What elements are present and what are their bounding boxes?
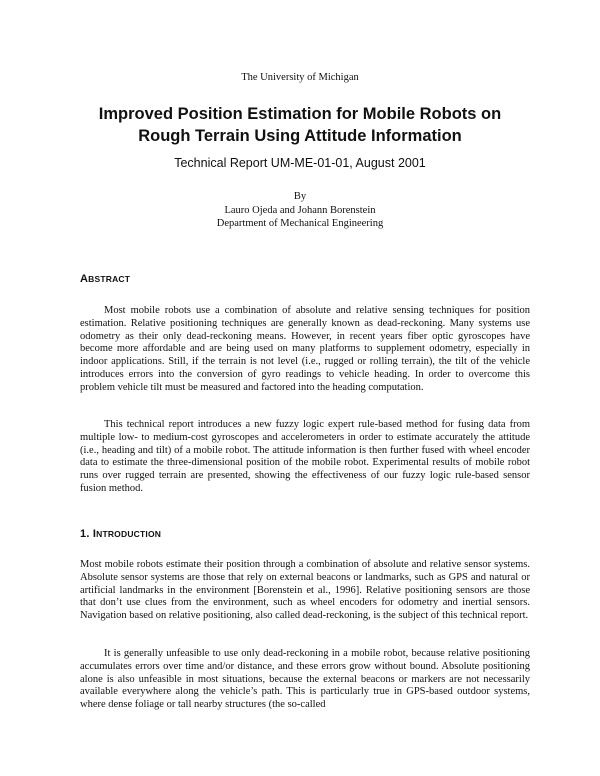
introduction-heading <box>80 527 161 541</box>
introduction-heading-number: 1. <box>80 528 93 540</box>
abstract-paragraph-1: Most mobile robots use a combination of absolute and relative sensing techniques for position estimation. Relative positioning techniques are generally known as dead-reckoning. Many systems use odometry as their only dead-reckoning means. However, in recent years fiber optic gyroscopes have become more affordable and are being used on many platforms to supplement odometry, especially in indoor applications. Still, if the terrain is not level (i.e., rugged or rolling terrain), the tilt of the vehicle introduces errors into the conversion of gyro readings to vehicle heading. In order to overcome this problem vehicle tilt must be measured and factored into the heading computation. <box>80 305 530 393</box>
abstract-heading-rest: BSTRACT <box>88 274 131 284</box>
introduction-heading-initial: I <box>92 528 97 540</box>
abstract-paragraph-2: This technical report introduces a new fuzzy logic expert rule-based method for fusing data from multiple low- to medium-cost gyroscopes and accelerometers in order to estimate accurately the attitude (i.e., heading and tilt) of a mobile robot. The attitude information is then further fused with wheel encoder data to estimate the three-dimensional position of the mobile robot. Experimental results of mobile robot runs over rugged terrain are presented, showing the effectiveness of our fuzzy logic rule-based sensor fusion method. <box>80 419 530 494</box>
paper-title <box>40 103 560 147</box>
report-number: Technical Report UM-ME-01-01, August 2001 <box>174 156 426 170</box>
byline <box>0 190 600 231</box>
paper-title-line-2: Rough Terrain Using Attitude Information <box>138 127 462 145</box>
introduction-heading-rest: NTRODUCTION <box>96 529 162 539</box>
by-label: By <box>293 191 307 202</box>
introduction-paragraph-1: Most mobile robots estimate their position through a combination of absolute and relative sensor systems. Absolute sensor systems are those that rely on external beacons or landmarks, such as GPS and natural or artificial landmarks in the environment [Borenstein et al., 1996]. Relative positioning sensors are those that don’t use clues from the environment, such as wheel encoders for odometry and inertial sensors. Navigation based on relative positioning, also called dead-reckoning, is the subject of this technical report. <box>80 559 530 621</box>
abstract-heading <box>80 272 130 286</box>
department: Department of Mechanical Engineering <box>216 218 384 229</box>
affiliation: The University of Michigan <box>241 72 359 83</box>
paper-title-line-1: Improved Position Estimation for Mobile Robots on <box>98 105 502 123</box>
introduction-paragraph-2: It is generally unfeasible to use only dead-reckoning in a mobile robot, because relative positioning accumulates errors over time and/or distance, and these errors grow without bound. Absolute positioning alone is also unfeasible in most situations, because the external beacons or markers are not necessarily available everywhere along the vehicle’s path. This is particularly true in GPS-based outdoor systems, where dense foliage or tall nearby structures (the so-called <box>80 648 530 710</box>
abstract-heading-initial: A <box>80 273 89 285</box>
authors: Lauro Ojeda and Johann Borenstein <box>224 204 376 216</box>
